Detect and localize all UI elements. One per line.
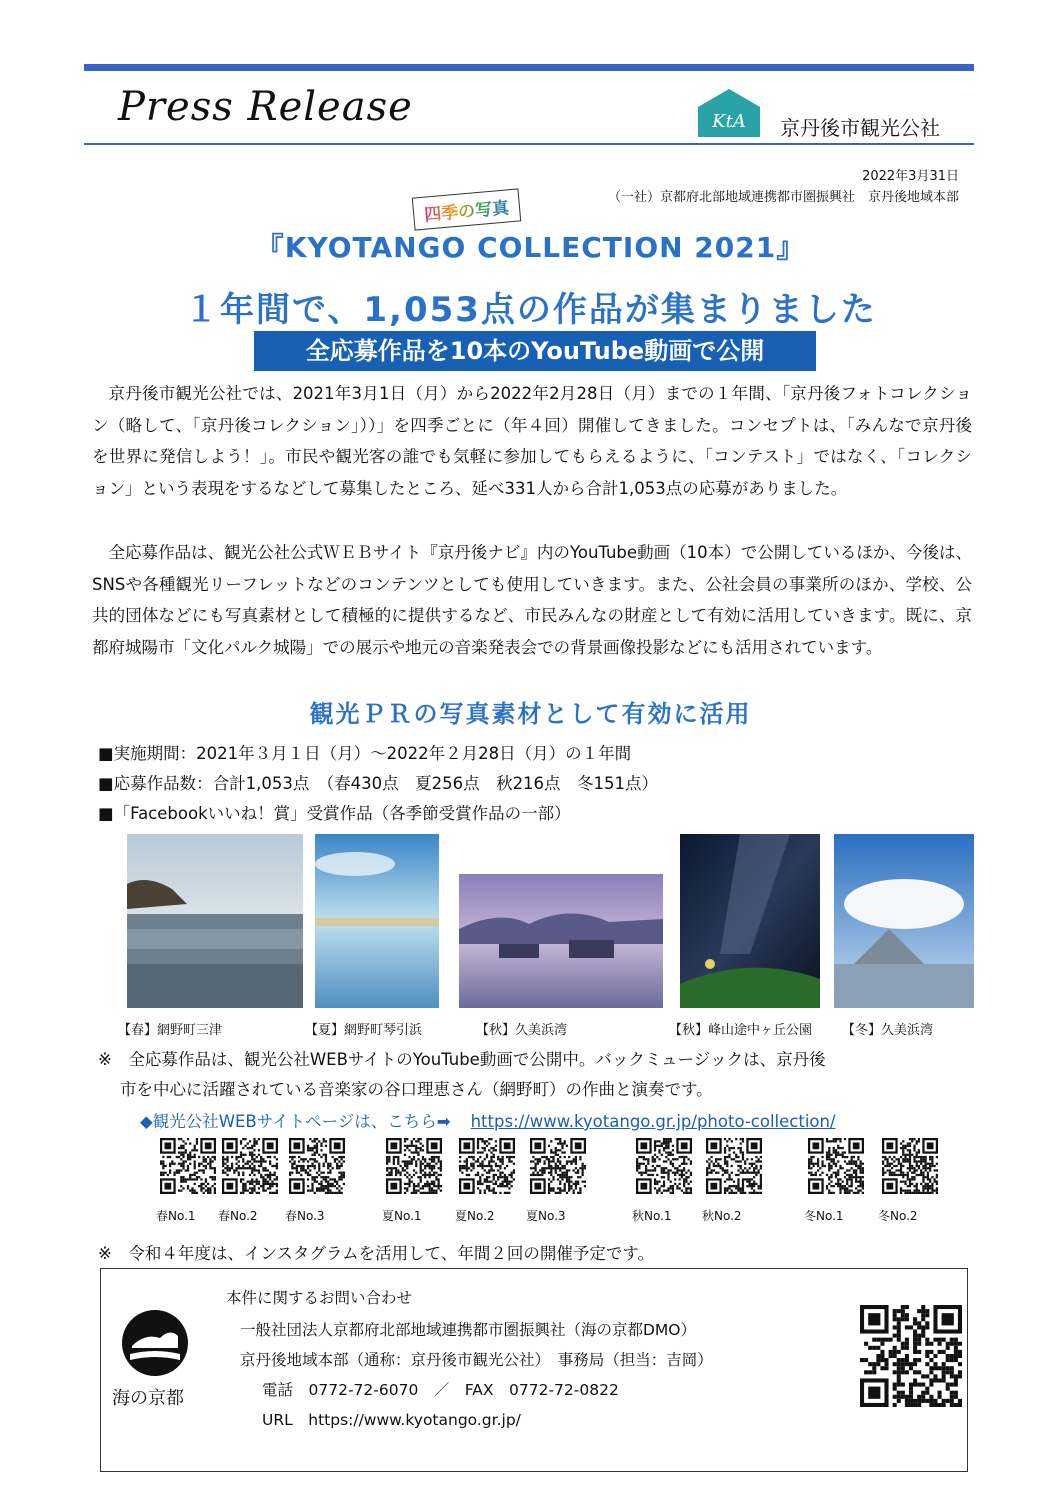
qr-code-icon[interactable]	[530, 1138, 586, 1194]
qr-code-icon[interactable]	[882, 1138, 938, 1194]
photo-caption: 【夏】網野町琴引浜	[305, 1023, 423, 1038]
svg-text:KtA: KtA	[712, 111, 746, 132]
photo-caption: 【秋】久美浜湾	[476, 1023, 568, 1038]
qr-code-icon[interactable]	[289, 1138, 345, 1194]
photo-summer-kotohiki	[315, 834, 439, 1008]
qr-code-icon[interactable]	[459, 1138, 515, 1194]
qr-code-icon[interactable]	[386, 1138, 442, 1194]
instagram-note: ※ 令和４年度は、インスタグラムを活用して、年間２回の開催予定です。	[98, 1244, 655, 1263]
qr-code-label: 夏No.3	[526, 1209, 566, 1223]
contact-heading: 本件に関するお問い合わせ	[226, 1289, 413, 1307]
photo-caption: 【冬】久美浜湾	[842, 1023, 934, 1038]
headline-title: 『KYOTANGO COLLECTION 2021』	[255, 231, 806, 264]
contact-office: 京丹後地域本部（通称：京丹後市観光公社） 事務局（担当：吉岡）	[240, 1351, 713, 1369]
qr-code-label: 冬No.1	[804, 1209, 844, 1223]
contact-org: 一般社団法人京都府北部地域連携都市圏振興社（海の京都DMO）	[240, 1321, 697, 1339]
photo-autumn-kumihama-bay	[459, 874, 663, 1008]
kta-logo-icon	[696, 87, 762, 139]
contact-qr-code[interactable]	[860, 1305, 962, 1407]
photo-caption: 【春】網野町三津	[118, 1023, 223, 1038]
qr-code-label: 夏No.1	[382, 1209, 422, 1223]
qr-code-label: 春No.2	[218, 1209, 258, 1223]
youtube-banner: 全応募作品を10本のYouTube動画で公開	[254, 331, 816, 371]
contact-phone: 電話 0772-72-6070 ／ FAX 0772-72-0822	[262, 1381, 619, 1399]
seal-caption: 海の京都	[112, 1388, 184, 1409]
youtube-note-line1: ※ 全応募作品は、観光公社WEBサイトのYouTube動画で公開中。バックミュージックは、京丹後	[98, 1050, 826, 1069]
period-info: ■実施期間：2021年３月１日（月）～2022年２月28日（月）の１年間	[98, 744, 632, 763]
qr-code-label: 冬No.2	[878, 1209, 918, 1223]
count-info: ■応募作品数：合計1,053点 （春430点 夏256点 秋216点 冬151点）	[98, 774, 659, 793]
qr-code-icon[interactable]	[636, 1138, 692, 1194]
headline-subtitle: １年間で、1,053点の作品が集まりました	[184, 290, 877, 330]
youtube-note-line2: 市を中心に活躍されている音楽家の谷口理恵さん（網野町）の作曲と演奏です。	[120, 1080, 713, 1099]
header-top-rule	[84, 64, 974, 71]
four-seasons-badge	[412, 188, 521, 230]
qr-code-icon[interactable]	[706, 1138, 762, 1194]
website-link[interactable]: https://www.kyotango.gr.jp/photo-collection/	[470, 1112, 836, 1131]
section-heading: 観光ＰＲの写真素材として有効に活用	[309, 700, 752, 728]
photo-spring-mitsu	[127, 834, 303, 1008]
body-paragraph-2: 全応募作品は、観光公社公式ＷＥＢサイト『京丹後ナビ』内のYouTube動画（10本）で公開しているほか、今後は、SNSや各種観光リーフレットなどのコンテンツとしても使用していきます。また、公社会員の事業所のほか、学校、公共的団体などにも写真素材として積極的に提供するなど、市民みんなの財産として有効に活用していきます。既に、京都府城陽市「文化パルク城陽」での展示や地元の音楽発表会での背景画像投影などにも活用されています。	[92, 543, 972, 657]
photo-winter-kumihama-bay	[834, 834, 974, 1008]
website-link-label: ◆観光公社WEBサイトページは、こちら➡	[140, 1112, 451, 1131]
release-date: 2022年3月31日	[862, 169, 959, 184]
qr-code-icon[interactable]	[160, 1138, 216, 1194]
website-link-row	[140, 1108, 836, 1132]
qr-code-label: 秋No.2	[702, 1209, 742, 1223]
qr-code-label: 春No.3	[285, 1209, 325, 1223]
badge-text: 四季の写真	[423, 193, 510, 225]
qr-code-label: 夏No.2	[455, 1209, 495, 1223]
qr-code-icon[interactable]	[808, 1138, 864, 1194]
photo-autumn-tochugaoka-park	[680, 834, 820, 1008]
contact-url[interactable]: URL https://www.kyotango.gr.jp/	[262, 1411, 521, 1429]
issuer-name: （一社）京都府北部地域連携都市圏振興社 京丹後地域本部	[607, 190, 959, 205]
qr-code-label: 春No.1	[156, 1209, 196, 1223]
header-bottom-rule	[84, 143, 974, 145]
photo-caption: 【秋】峰山途中ヶ丘公園	[669, 1023, 813, 1038]
body-paragraph-1: 京丹後市観光公社では、2021年3月1日（月）から2022年2月28日（月）までの１年間、「京丹後フォトコレクション（略して、「京丹後コレクション」））」を四季ごとに（年４回）開催してきました。コンセプトは、「みんなで京丹後を世界に発信しよう！」。市民や観光客の誰でも気軽に参加してもらえるように、「コンテスト」ではなく、「コレクション」という表現をするなどして募集したところ、延べ331人から合計1,053点の応募がありました。	[92, 384, 972, 498]
press-release-title: Press Release	[118, 84, 413, 130]
organization-name: 京丹後市観光公社	[780, 116, 940, 140]
award-info: ■「Facebookいいね！賞」受賞作品（各季節受賞作品の一部）	[98, 804, 571, 823]
qr-code-icon[interactable]	[222, 1138, 278, 1194]
qr-code-label: 秋No.1	[632, 1209, 672, 1223]
umi-no-kyoto-seal-icon	[120, 1308, 190, 1378]
